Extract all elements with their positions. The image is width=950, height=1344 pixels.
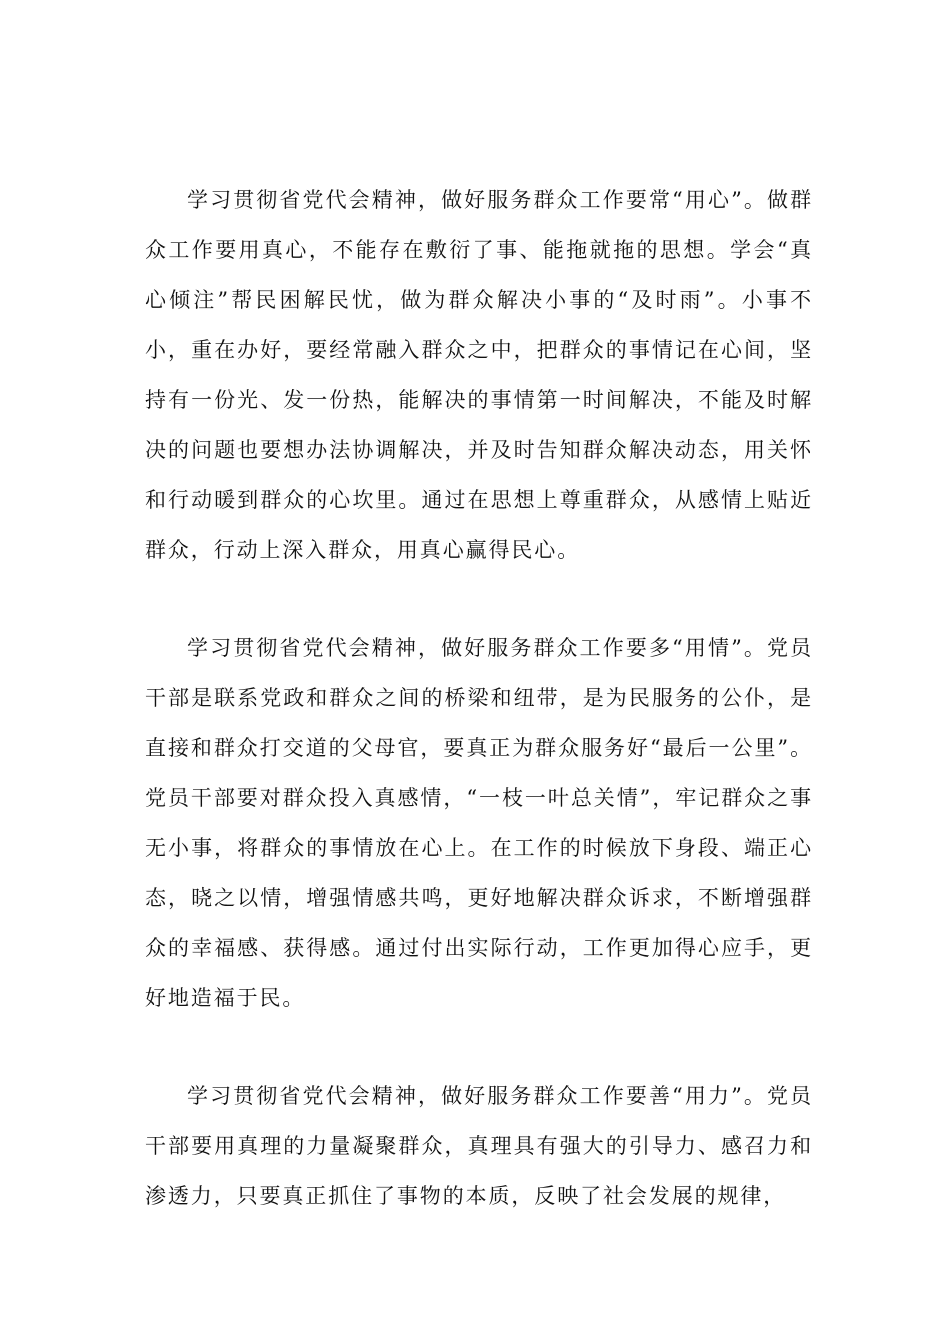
paragraph-use-strength: 学习贯彻省党代会精神，做好服务群众工作要善“用力”。党员干部要用真理的力量凝聚群众，真理具有强大的引导力、感召力和渗透力，只要真正抓住了事物的本质，反映了社会发展的规律， bbox=[145, 1084, 813, 1208]
paragraph-use-heart: 学习贯彻省党代会精神，做好服务群众工作要常“用心”。做群众工作要用真心，不能存在敷衍了事、能拖就拖的思想。学会“真心倾注”帮民困解民忧，做为群众解决小事的“及时雨”。小事不小，重在办好，要经常融入群众之中，把群众的事情记在心间，坚持有一份光、发一份热，能解决的事情第一时间解决，不能及时解决的问题也要想办法协调解决，并及时告知群众解决动态，用关怀和行动暖到群众的心坎里。通过在思想上尊重群众，从感情上贴近群众，行动上深入群众，用真心赢得民心。 bbox=[145, 188, 813, 562]
paragraph-use-emotion: 学习贯彻省党代会精神，做好服务群众工作要多“用情”。党员干部是联系党政和群众之间的桥梁和纽带，是为民服务的公仆，是直接和群众打交道的父母官，要真正为群众服务好“最后一公里”。党员干部要对群众投入真感情，“一枝一叶总关情”，牢记群众之事无小事，将群众的事情放在心上。在工作的时候放下身段、端正心态，晓之以情，增强情感共鸣，更好地解决群众诉求，不断增强群众的幸福感、获得感。通过付出实际行动，工作更加得心应手，更好地造福于民。 bbox=[145, 636, 813, 1010]
